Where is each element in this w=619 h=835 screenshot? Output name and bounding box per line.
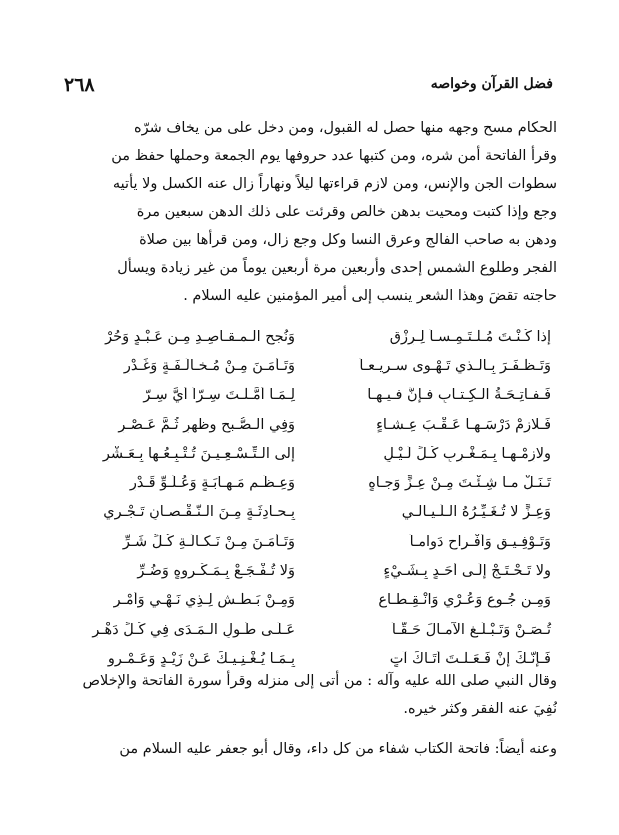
poem-couplet <box>59 498 559 527</box>
poem-hemistich-second: عَـلَـى طُـولِ الـمَـدَى فِي كُـلِّ دَهْـرِ <box>92 621 295 638</box>
poem-hemistich-first: وَتَـظْـفَـرَ بِـالـذي تَـهْـوى سـريـعـاً <box>359 357 551 374</box>
poem-couplet <box>59 410 559 439</box>
poem-hemistich-second: لِـمَـا أَمَّـلْـتَ سِـرّاً أَيَّ سِـرّ <box>143 387 295 404</box>
paragraph-1 <box>59 114 557 310</box>
poem-hemistich-second: وَتَـأْمَـنَ مِـنْ نَـكـالَـةِ كُـلِّ شَـرِّ <box>122 533 295 550</box>
poem-couplet <box>59 322 559 351</box>
paragraph-3 <box>59 735 557 763</box>
text-line: وعنه أيضاً: فاتحة الكتاب شفاء من كل داء، وقال أبو جعفر عليه السلام من <box>119 741 557 757</box>
poem-hemistich-first: ولازِمْـهـا بِـمَـغْـرِبِ كُـلِّ لَـيْـلٍ <box>383 445 551 462</box>
poem-couplet <box>59 586 559 615</box>
poem-hemistich-first: وَعِـزٍّ لا تُـغَـيِّـرُهُ الـلَّـيـالـي <box>401 504 551 521</box>
text-line: ودهن به صاحب الفالج وعرق النسا وكل وجع زال، ومن قرأها بين صلاة <box>139 232 557 248</box>
poem-hemistich-first: وَمِـن جُـوعٍ وَعُـرْيٍ وَانْـقِـطـاعٍ <box>378 592 551 609</box>
poem-hemistich-second: وَنُجحِ الـمـقـاصِـدِ مِـن عَـبْـدٍ وَحُرْ <box>105 328 295 345</box>
poem-couplet <box>59 351 559 380</box>
poem-hemistich-second: بِـمَـا يُـغْـنِـيـكَ عَـنْ زَيْـدٍ وَعَـمْـرِو <box>107 650 295 667</box>
page-header <box>64 74 553 102</box>
poem-couplet <box>59 439 559 468</box>
poem-hemistich-first: تُـصَـنْ وَتَـبْـلُـغِ الآمـالَ حَـقّـاً <box>391 621 551 638</box>
poem-couplet <box>59 556 559 585</box>
poem-hemistich-second: وَفِي الـصُّـبحِ وظهرٍ ثُـمَّ عَـصْـرِ <box>118 416 295 433</box>
text-line: وقال النبي صلى الله عليه وآله : من أتى إلى منزله وقرأ سورة الفاتحة والإخلاص <box>82 673 557 689</box>
poem-couplet <box>59 527 559 556</box>
poem-hemistich-second: وَلا تُـفْـجَـعْ بِـمَـكْـروهٍ وَضُـرِّ <box>137 563 295 580</box>
page-number: ٢٦٨ <box>64 74 95 96</box>
poem-hemistich-first: ولا تَـحْـتَـجْ إِلَـى أَحَـدٍ بِـشَـيْءٍ <box>383 563 551 580</box>
poem-hemistich-second: وَتَـأْمَـنَ مِـنْ مُـخـالَـفَـةٍ وَغَـدْرِ <box>123 357 295 374</box>
poem-hemistich-first: فَـإنَّـكَ إنْ فَـعَـلْـتَ أَتَـاكَ آتٍ <box>389 650 551 667</box>
poem-couplet <box>59 381 559 410</box>
poem-hemistich-second: إلى الـتِّـسْـعِـيـنَ تُـتْـبِـعُـها بِـعَـشْرِ <box>102 445 295 462</box>
paragraph-2 <box>59 667 557 723</box>
text-line: الحكام مسح وجهه منها حصل له القبول، ومن دخل على من يخاف شرّه <box>134 120 557 136</box>
poem-hemistich-first: فَـفـاتِـحَـةُ الـكِـتـابِ فـإنَّ فـيـهـا <box>367 387 551 404</box>
text-line: وجع وإذا كتبت ومحيت بدهن خالص وقرئت على ذلك الدهن سبعين مرة <box>136 204 557 220</box>
poem-hemistich-first: فَـلازِمْ دَرْسَـهـا عَـقْـبَ عِـشـاءٍ <box>376 416 551 433</box>
poem-hemistich-second: وَعِـظَـمِ مَـهـابَـةٍ وَعُـلُـوِّ قَـدْرِ <box>129 475 295 492</box>
poem-hemistich-first: إذا كُـنْـتَ مُـلْـتَـمِـسـاً لِـرِزْقٍ <box>389 328 551 345</box>
text-line: نُفِيَ عنه الفقر وكثر خيره. <box>403 701 557 717</box>
poem-hemistich-second: بِـحـادِثَـةٍ مِـنَ الـنُّـقْـصـانِ تَـجْـري <box>103 504 295 521</box>
poem-hemistich-second: وَمِـنْ بَـطْـشِ لِـذِي نَـهْـيٍ وَأَمْـرِ <box>113 592 295 609</box>
poem <box>59 322 559 674</box>
text-line: وقرأ الفاتحة أمن شره، ومن كتبها عدد حروفها يوم الجمعة وحملها حفظ من <box>111 148 557 164</box>
poem-couplet <box>59 615 559 644</box>
text-line: سطوات الجن والإنس، ومن لازم قراءتها ليلاً ونهاراً زال عنه الكسل ولا يأتيه <box>112 176 557 192</box>
running-title: فضل القرآن وخواصه <box>430 76 553 92</box>
text-line: حاجته تقضَ وهذا الشعر ينسب إلى أمير المؤمنين عليه السلام . <box>183 288 557 304</box>
poem-hemistich-first: وَتَـوْفِـيـقٍ وَأَفْـراحٍ دَوامـاً <box>409 533 551 550</box>
poem-hemistich-first: تَـنَـلْ مـا شِـئْـتَ مِـنْ عِـزٍّ وَجـاهٍ <box>368 475 551 492</box>
poem-couplet <box>59 468 559 497</box>
text-line: الفجر وطلوع الشمس إحدى وأربعين مرة أربعين يوماً من غير زيادة ويسأل <box>117 260 557 276</box>
